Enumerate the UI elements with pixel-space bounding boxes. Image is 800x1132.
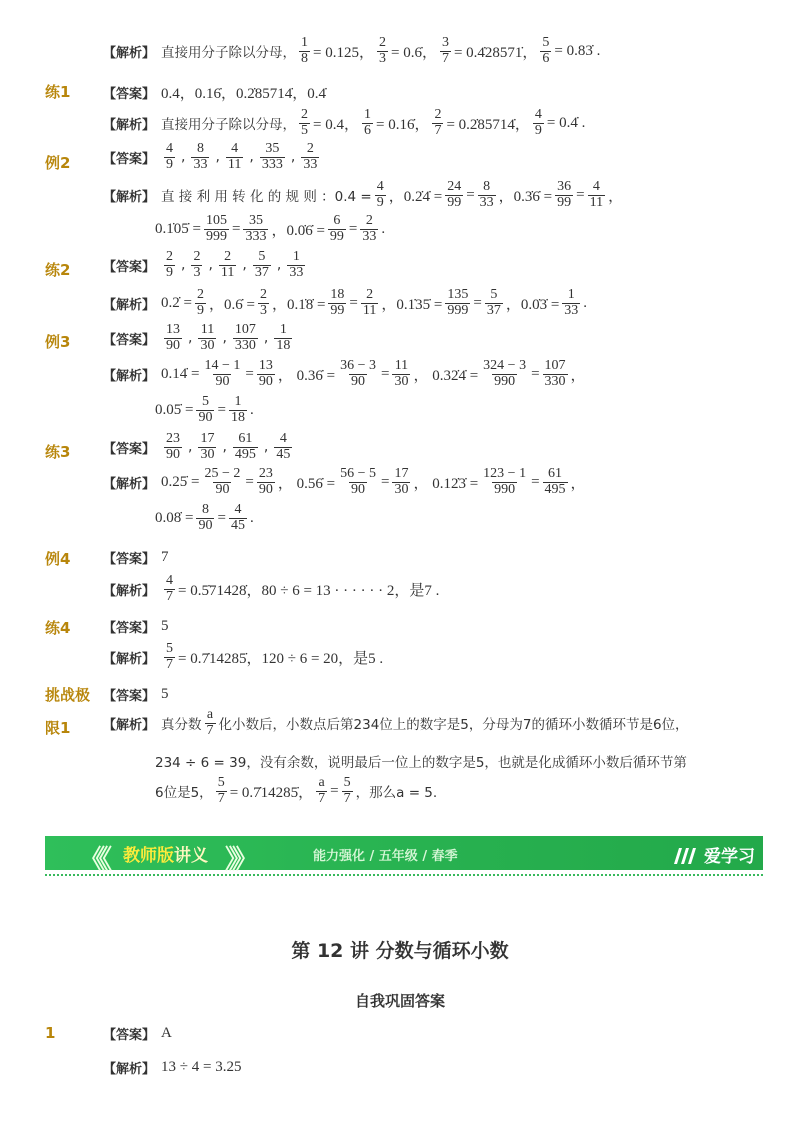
chevron-right-icon: 》》 [225,845,253,875]
label-lian2: 练2 [45,261,71,279]
fraction: $\frac{11}{30}$ [394,358,409,389]
fraction: $\frac{23}{90}$ [258,466,273,497]
expr: = 0.4， [313,116,359,133]
fraction: $\frac{2}{33}$ [303,141,318,172]
question-number: 1 [45,1024,56,1042]
answer-value: 5 [161,618,169,634]
expr: = 0.4̇28571̇， [453,44,538,61]
fraction: $\frac{61}{495}$ [544,466,566,497]
fraction: $\frac{61}{495}$ [234,431,256,462]
fraction: $\frac{8}{33}$ [479,179,494,210]
fraction: $\frac{5}{7}$ [343,775,351,806]
analysis-row: 【解析】 直 接 利 用 转 化 的 规 则 ：0.4̇ = $\frac{4}{9}$ ，0.2̇4̇ = $\frac{24}{99}$ = $\frac{8}{33}$ ，0.3̇6̇ = $\frac{36}{99}$ = $\frac{4}{11}$ ， [103,179,624,210]
analysis-continuation: 0.05̇ = $\frac{5}{90}$ = $\frac{1}{18}$ . [155,394,254,425]
answer-value: 7 [161,549,169,565]
page-title: 第 12 讲 分数与循环小数 [291,940,509,962]
analysis-row: 【解析】 0.2̇ = $\frac{2}{9}$ ，0.6̇ = $\frac{2}{3}$ ，0.1̇8̇ = $\frac{18}{99}$ = $\frac{2}{11}$ ，0.1̇35̇ = $\frac{135}{999}$ = $\frac{5}{37}$ ，0.0̇3̇ = $\frac{1}{33}$ . [103,287,588,318]
fraction: $\frac{24}{99}$ [447,179,462,210]
fraction: $\frac{1}{33}$ [289,249,304,280]
analysis-text: 13 ÷ 4 = 3.25 [161,1059,242,1075]
fraction: $\frac{18}{99}$ [330,287,345,318]
analysis-continuation: 6位是5， $\frac{5}{7}$ = 0.7̇14285̇， $\frac{a}{7}$ = $\frac{5}{7}$ ，那么a = 5. [155,775,438,806]
analysis-tag: 【解析】 [103,717,156,733]
fraction: $\frac{2}{3}$ [259,287,267,318]
analysis-tag: 【解析】 [103,476,156,492]
logo-mark-icon [672,846,700,866]
answer-row [103,617,169,636]
fraction: $\frac{135}{999}$ [447,287,469,318]
fraction: $\frac{5}{37}$ [254,249,269,280]
fraction: $\frac{324 - 3}{990}$ [483,358,527,389]
fraction: $\frac{107}{330}$ [544,358,566,389]
analysis-row: 【解析】 0.25̇ = $\frac{25 - 2}{90}$ = $\frac{23}{90}$ ， 0.56̇ = $\frac{56 - 5}{90}$ = $\frac{17}{30}$ ， 0.12̇3̇ = $\frac{123 - 1}{990}$ = $\frac{61}{495}$ ， [103,466,586,497]
fraction: $\frac{25 - 2}{90}$ [204,466,241,497]
analysis-tag: 【解析】 [103,1062,156,1077]
fraction: $\frac{8}{90}$ [198,502,213,533]
answer-row: 【答案】 $\frac{23}{90}$ , $\frac{17}{30}$ , $\frac{61}{495}$ , $\frac{4}{45}$ [103,431,291,462]
fraction: $\frac{2}{9}$ [196,287,204,318]
analysis-continuation: 234 ÷ 6 = 39，没有余数，说明最后一位上的数字是5，也就是化成循环小数后循环节第 [155,755,687,771]
answer-tag: 【答案】 [103,689,156,704]
answer-row [103,548,169,567]
chevron-left-icon: 《《 [79,845,107,875]
fraction: $\frac{107}{330}$ [234,322,256,353]
expr: = 0.6̇， [390,44,437,61]
answer-row [103,685,169,704]
analysis-row: 【解析】 $\frac{4}{7}$ = 0.5̇71428̇，80 ÷ 6 = 13 · · · · · · 2，是7 . [103,573,440,604]
fraction: $\frac{4}{45}$ [230,502,245,533]
answer-row: 【答案】 $\frac{2}{9}$ , $\frac{2}{3}$ , $\frac{2}{11}$ , $\frac{5}{37}$ , $\frac{1}{33}$ [103,249,304,280]
analysis-row: 【解析】 0.14̇ = $\frac{14 - 1}{90}$ = $\frac{13}{90}$ ， 0.36̇ = $\frac{36 - 3}{90}$ = $\frac{11}{30}$ ， 0.32̇4̇ = $\frac{324 - 3}{990}$ = $\frac{107}{330}$ ， [103,358,586,389]
fraction: $\frac{17}{30}$ [200,431,215,462]
analysis-text: 直 接 利 用 转 化 的 规 则 ：0.4̇ = [161,189,372,206]
fraction: $\frac{1}{18}$ [276,322,291,353]
fraction: $\frac{4}{9}$ [166,141,174,172]
analysis-text: 直接用分子除以分母， [161,45,297,62]
answer-tag: 【答案】 [103,151,156,167]
section-subtitle: 自我巩固答案 [354,992,445,1010]
answer-value: 0.4，0.16̇，0.2̇85714̇，0.4̇ [161,86,327,102]
answer-tag: 【答案】 [103,441,156,457]
analysis-row [103,1058,241,1077]
answer-value: 5 [161,686,169,702]
analysis-tag: 【解析】 [103,45,156,61]
fraction: $\frac{4}{9}$ [376,179,384,210]
fraction: $\frac{1}{8}$ [301,35,309,66]
fraction: $\frac{2}{33}$ [362,213,377,244]
analysis-tag: 【解析】 [103,368,156,384]
expr: = 0.83̇ . [554,42,601,59]
fraction: $\frac{2}{9}$ [166,249,174,280]
fraction: $\frac{2}{11}$ [220,249,235,280]
analysis-tag: 【解析】 [103,583,156,599]
divider [45,874,763,876]
fraction: $\frac{105}{999}$ [205,213,227,244]
fraction: $\frac{2}{3}$ [378,35,386,66]
fraction: $\frac{123 - 1}{990}$ [483,466,527,497]
answer-row [103,1024,172,1043]
expr: = 0.2̇85714̇， [446,116,530,133]
fraction: $\frac{13}{90}$ [258,358,273,389]
analysis-text: 直接用分子除以分母， [161,117,297,134]
label-lian4: 练4 [45,619,71,637]
analysis-tag: 【解析】 [103,297,156,313]
analysis-tag: 【解析】 [103,651,156,667]
fraction: $\frac{2}{3}$ [193,249,201,280]
label-li4: 例4 [45,550,71,568]
label-lian1: 练1 [45,83,71,101]
fraction: $\frac{13}{90}$ [166,322,181,353]
brand-logo: 爱学习 [672,842,755,867]
fraction: $\frac{5}{7}$ [217,775,225,806]
analysis-row: 【解析】 真分数 $\frac{a}{7}$ 化小数后，小数点后第234位上的数字是5，分母为7的循环小数循环节是6位， [103,707,689,738]
answer-tag: 【答案】 [103,87,156,102]
fraction: $\frac{2}{11}$ [362,287,377,318]
fraction: $\frac{1}{33}$ [564,287,579,318]
fraction: $\frac{5}{6}$ [542,35,550,66]
answer-tag: 【答案】 [103,332,156,348]
answer-row [103,82,326,103]
fraction: $\frac{36}{99}$ [557,179,572,210]
analysis-row: 【解析】 $\frac{5}{7}$ = 0.7̇14285̇，120 ÷ 6 = 20，是5 . [103,641,384,672]
fraction: $\frac{2}{7}$ [434,107,442,138]
breadcrumb: 能力强化 / 五年级 / 春季 [313,849,458,864]
fraction: $\frac{4}{9}$ [534,107,542,138]
fraction: $\frac{a}{7}$ [206,707,214,738]
label-li2: 例2 [45,154,71,172]
fraction: $\frac{4}{7}$ [166,573,174,604]
fraction: $\frac{36 - 3}{90}$ [340,358,376,389]
expr: = 0.16̇， [375,116,430,133]
fraction: $\frac{6}{99}$ [329,213,344,244]
answer-tag: 【答案】 [103,1028,156,1043]
analysis-continuation: 0.08̇ = $\frac{8}{90}$ = $\frac{4}{45}$ . [155,502,254,533]
fraction: $\frac{5}{7}$ [166,641,174,672]
analysis-row [103,36,600,66]
analysis-row [103,108,585,138]
fraction: $\frac{4}{11}$ [227,141,242,172]
fraction: $\frac{4}{11}$ [589,179,604,210]
answer-value: A [161,1025,172,1041]
fraction: $\frac{5}{90}$ [198,394,213,425]
label-li3: 例3 [45,333,71,351]
fraction: $\frac{2}{5}$ [301,107,309,138]
fraction: $\frac{a}{7}$ [318,775,326,806]
fraction: $\frac{56 - 5}{90}$ [340,466,376,497]
fraction: $\frac{1}{18}$ [230,394,245,425]
analysis-continuation: 0.1̇05̇ = $\frac{105}{999}$ = $\frac{35}{333}$ ，0.0̇6̇ = $\frac{6}{99}$ = $\frac{2}{33}$ . [155,213,386,244]
fraction: $\frac{14 - 1}{90}$ [204,358,241,389]
answer-tag: 【答案】 [103,259,156,275]
page-footer-banner [45,836,763,875]
fraction: $\frac{35}{333}$ [245,213,267,244]
expr: = 0.4̇ . [546,114,586,131]
analysis-tag: 【解析】 [103,189,156,205]
expr: = 0.125， [313,44,374,61]
fraction: $\frac{23}{90}$ [166,431,181,462]
fraction: $\frac{1}{6}$ [363,107,371,138]
fraction: $\frac{3}{7}$ [441,35,449,66]
fraction: $\frac{4}{45}$ [276,431,291,462]
answer-tag: 【答案】 [103,552,156,567]
fraction: $\frac{11}{30}$ [200,322,215,353]
label-xian1: 限1 [45,719,71,737]
banner-title: 教师版讲义 [123,846,208,866]
answer-tag: 【答案】 [103,621,156,636]
fraction: $\frac{17}{30}$ [394,466,409,497]
fraction: $\frac{8}{33}$ [193,141,208,172]
answer-row: 【答案】 $\frac{13}{90}$ , $\frac{11}{30}$ , $\frac{107}{330}$ , $\frac{1}{18}$ [103,322,291,353]
answer-row: 【答案】 $\frac{4}{9}$ , $\frac{8}{33}$ , $\frac{4}{11}$ , $\frac{35}{333}$ , $\frac{2}{33}$ [103,141,318,172]
fraction: $\frac{5}{37}$ [486,287,501,318]
label-tiaozhan: 挑战极 [45,686,91,704]
analysis-tag: 【解析】 [103,117,156,133]
label-lian3: 练3 [45,443,71,461]
fraction: $\frac{35}{333}$ [261,141,283,172]
